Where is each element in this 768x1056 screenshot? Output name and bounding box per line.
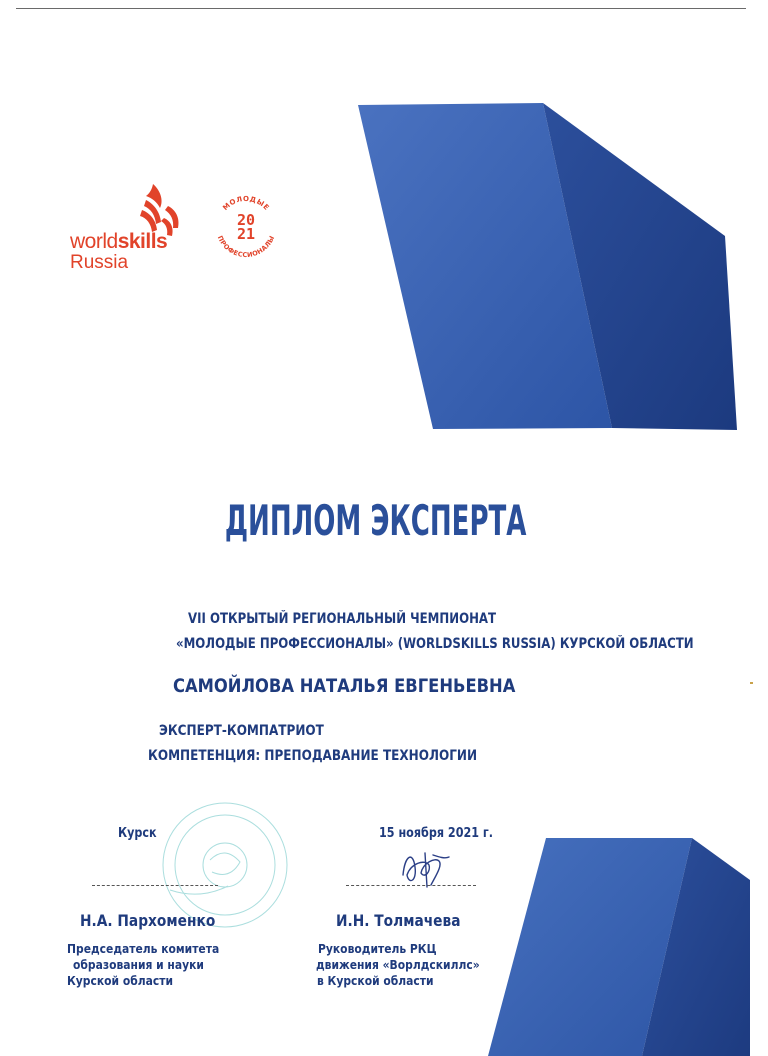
championship-line-2: «МОЛОДЫЕ ПРОФЕССИОНАЛЫ» (WORLDSKILLS RUSSIA) КУРСКОЙ ОБЛАСТИ xyxy=(176,636,694,652)
competence: КОМПЕТЕНЦИЯ: ПРЕПОДАВАНИЕ ТЕХНОЛОГИИ xyxy=(148,748,478,764)
recipient-name: САМОЙЛОВА НАТАЛЬЯ ЕВГЕНЬЕВНА xyxy=(173,675,516,697)
expert-role: ЭКСПЕРТ-КОМПАТРИОТ xyxy=(159,723,324,739)
signatory-position-left-line1: Председатель комитета xyxy=(67,941,220,956)
signatory-position-right-line2: движения «Ворлдскиллс» xyxy=(316,957,480,972)
young-professionals-2021-logo-icon xyxy=(206,187,286,267)
city: Курск xyxy=(118,826,157,841)
signatory-name-right: И.Н. Толмачева xyxy=(336,911,461,930)
signatory-position-left-line3: Курской области xyxy=(67,973,173,988)
svg-text:ПРОФЕССИОНАЛЫ: ПРОФЕССИОНАЛЫ xyxy=(215,234,277,260)
signature-line-right xyxy=(346,885,476,886)
signatory-position-left-line2: образования и науки xyxy=(73,957,204,972)
signature-line-left xyxy=(92,885,218,886)
svg-text:21: 21 xyxy=(236,225,256,243)
svg-text:20: 20 xyxy=(236,211,256,229)
championship-line-1: VII ОТКРЫТЫЙ РЕГИОНАЛЬНЫЙ ЧЕМПИОНАТ xyxy=(188,611,497,627)
diploma-title: ДИПЛОМ ЭКСПЕРТА xyxy=(224,496,527,545)
worldskills-wordmark: worldskills xyxy=(70,230,168,253)
worldskills-russia-label: Russia xyxy=(70,252,129,273)
stamp-seal-icon xyxy=(140,790,300,930)
signatory-name-left: Н.А. Пархоменко xyxy=(80,911,216,930)
issue-date: 15 ноября 2021 г. xyxy=(379,826,494,841)
svg-text:МОЛОДЫЕ: МОЛОДЫЕ xyxy=(221,194,271,213)
handwritten-signature-icon xyxy=(395,845,455,890)
scan-speck xyxy=(750,682,753,684)
signatory-position-right-line3: в Курской области xyxy=(317,973,434,988)
signatory-position-right-line1: Руководитель РКЦ xyxy=(318,941,437,956)
